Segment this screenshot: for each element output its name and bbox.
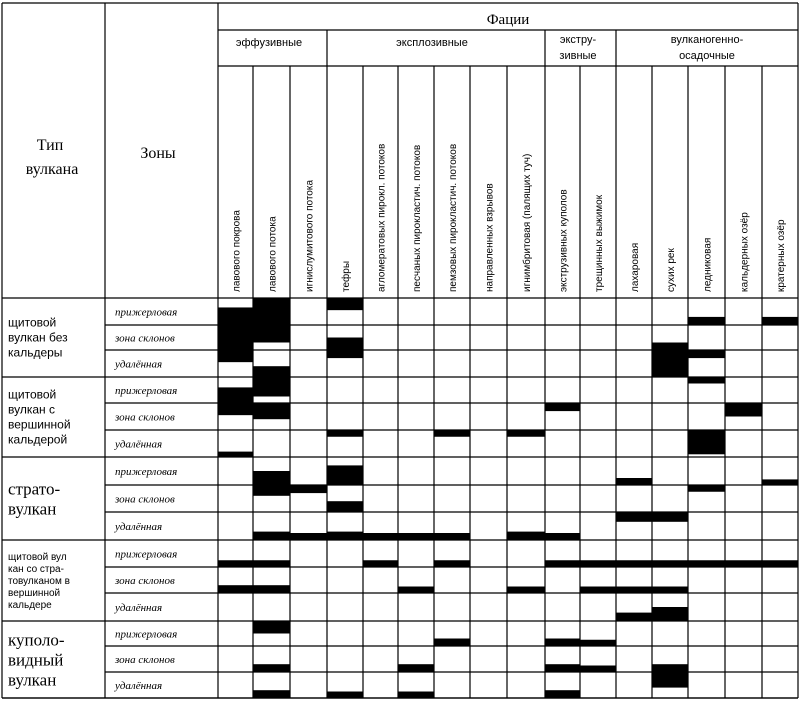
facies-bar (616, 613, 652, 621)
row-headers (8, 307, 177, 693)
zone-label: удалённая (115, 602, 163, 614)
facies-bar (652, 560, 688, 567)
facies-bar (327, 430, 363, 437)
facies-bar (580, 640, 616, 646)
facies-bar (327, 338, 363, 351)
zone-label: зона склонов (115, 654, 175, 666)
facies-bar (762, 479, 798, 485)
facies-bar (725, 560, 762, 567)
facies-bar (253, 532, 290, 540)
volcano-type-label: кальдеры (8, 345, 63, 360)
facies-bar (688, 377, 725, 384)
facies-bar (398, 664, 434, 672)
group-effusive: эффузивные (235, 37, 303, 49)
facies-bar (507, 587, 545, 594)
volcano-type-label: страто- (8, 479, 61, 499)
zone-label: зона склонов (115, 575, 175, 587)
facies-bar (363, 533, 398, 540)
facies-bar (545, 664, 580, 672)
facies-bar (616, 560, 652, 567)
column-header: пемзовых пирокластич. потоков (448, 143, 459, 292)
group-volc-sed-line1: вулканогенно- (670, 34, 744, 46)
facies-bar (363, 560, 398, 567)
facies-bar (327, 465, 363, 485)
facies-bar (545, 690, 580, 698)
facies-bar (253, 403, 290, 419)
zone-label: прижерловая (115, 466, 178, 478)
zone-label: зона склонов (115, 493, 175, 506)
facies-bar (253, 298, 290, 325)
facies-bar (652, 587, 688, 594)
facies-bar (253, 690, 290, 698)
facies-bar (253, 325, 290, 343)
facies-bar (218, 387, 253, 403)
facies-bar (290, 485, 327, 493)
facies-bar (398, 533, 434, 540)
facies-bar (688, 560, 725, 567)
facies-bar (253, 485, 290, 496)
column-header: кратерных озёр (776, 219, 787, 292)
facies-bar (725, 403, 762, 417)
facies-bar (434, 639, 470, 647)
facies-bar (762, 317, 798, 325)
column-header: лавового потока (267, 216, 279, 292)
facies-bar (434, 533, 470, 540)
volcano-type-label: кан со стра- (8, 564, 64, 575)
facies-bar (688, 317, 725, 325)
facies-bar (253, 560, 290, 567)
volcano-type-label: щитовой (8, 315, 57, 330)
column-header: ледниковая (702, 237, 714, 292)
zone-label: удалённая (115, 358, 163, 371)
column-header: кальдерных озёр (739, 212, 751, 292)
facies-bar (652, 350, 688, 377)
facies-bar (580, 666, 616, 673)
facies-bar (652, 512, 688, 522)
facies-bar (398, 692, 434, 699)
facies-bar (434, 430, 470, 437)
column-header: трещинных выжимок (594, 194, 605, 292)
volcano-type-label: куполо- (8, 630, 65, 650)
column-headers (232, 144, 788, 292)
zone-label: удалённая (115, 438, 163, 451)
facies-bar (253, 366, 290, 377)
zone-label: прижерловая (115, 548, 178, 561)
column-header: направленных взрывов (484, 183, 496, 292)
facies-bar (218, 560, 253, 567)
group-extrusive-line1: экстру- (559, 34, 597, 46)
facies-bar (507, 532, 545, 540)
facies-bar (218, 307, 253, 325)
facies-bar (218, 452, 253, 457)
facies-bar (253, 664, 290, 672)
column-header: лахаровая (630, 242, 641, 292)
facies-bar (545, 533, 580, 540)
facies-bar (545, 560, 580, 567)
group-explosive: эксплозивные (396, 37, 468, 49)
table-grid (2, 3, 798, 698)
column-header: сухих рек (666, 248, 677, 292)
facies-bar (218, 403, 253, 415)
volcano-type-label: вулкан с (8, 402, 55, 417)
facies-bars (218, 298, 798, 698)
facies-bar (652, 607, 688, 621)
facies-bar (652, 343, 688, 351)
column-header: игнислумитового потока (304, 179, 316, 292)
facies-bar (545, 403, 580, 411)
facies-bar (218, 325, 253, 350)
facies-bar (218, 350, 253, 362)
volcano-type-label: вершинной (8, 417, 71, 432)
facies-bar (327, 298, 363, 310)
group-volc-sed-line2: осадочные (679, 50, 735, 62)
volcano-type-label: вулкан (8, 670, 57, 690)
volcano-type-label: видный (8, 650, 64, 670)
facies-bar (290, 533, 327, 540)
volcano-type-label: щитовой вул (8, 552, 67, 563)
column-header: песчаных пирокластич. потоков (412, 144, 423, 292)
facies-bar (434, 560, 470, 567)
column-header: игнимбритовая (палящих туч) (522, 153, 533, 292)
zone-label: удалённая (115, 680, 163, 692)
volcano-type-label: товулканом в (8, 576, 70, 587)
facies-bar (327, 532, 363, 540)
facies-bar (253, 621, 290, 634)
volcano-type-label: щитовой (8, 387, 57, 402)
volcano-type-label: вулкан без (8, 330, 68, 345)
facies-bar (327, 501, 363, 512)
facies-bar (762, 560, 798, 567)
facies-bar (327, 692, 363, 699)
facies-bar (545, 639, 580, 647)
volcano-type-label: вершинной (8, 588, 61, 599)
facies-bar (616, 512, 652, 522)
column-header: экструзивных куполов (558, 189, 570, 292)
volcano-type-label: вулкан (8, 499, 57, 519)
facies-bar (616, 478, 652, 485)
facies-bar (327, 350, 363, 358)
zone-label: прижерловая (115, 628, 178, 641)
facies-bar (652, 672, 688, 688)
facies-title: Фации (486, 12, 530, 28)
facies-bar (688, 430, 725, 454)
facies-bar (580, 560, 616, 567)
volcano-type-header-line1: Тип (36, 137, 64, 154)
zones-header: Зоны (140, 145, 176, 162)
facies-bar (398, 587, 434, 594)
facies-bar (616, 587, 652, 594)
volcano-type-header-line2: вулкана (25, 161, 79, 178)
zone-label: прижерловая (115, 306, 178, 319)
zone-label: прижерловая (115, 385, 178, 397)
zone-label: зона склонов (115, 411, 175, 424)
column-header: тефры (341, 260, 352, 292)
facies-bar (253, 377, 290, 397)
column-header: агломератовых пирокл. потоков (376, 143, 388, 292)
facies-bar (688, 485, 725, 492)
facies-bar (253, 585, 290, 593)
facies-bar (688, 350, 725, 358)
volcano-type-label: кальдерой (8, 432, 68, 447)
zone-label: зона склонов (115, 332, 175, 345)
facies-bar (652, 664, 688, 672)
facies-bar (507, 430, 545, 437)
facies-bar (218, 585, 253, 593)
facies-bar (253, 471, 290, 485)
zone-label: удалённая (115, 521, 163, 533)
column-header: лавового покрова (231, 210, 243, 292)
facies-bar (580, 587, 616, 594)
volcano-type-label: кальдере (8, 600, 52, 611)
group-extrusive-line2: зивные (559, 50, 597, 62)
